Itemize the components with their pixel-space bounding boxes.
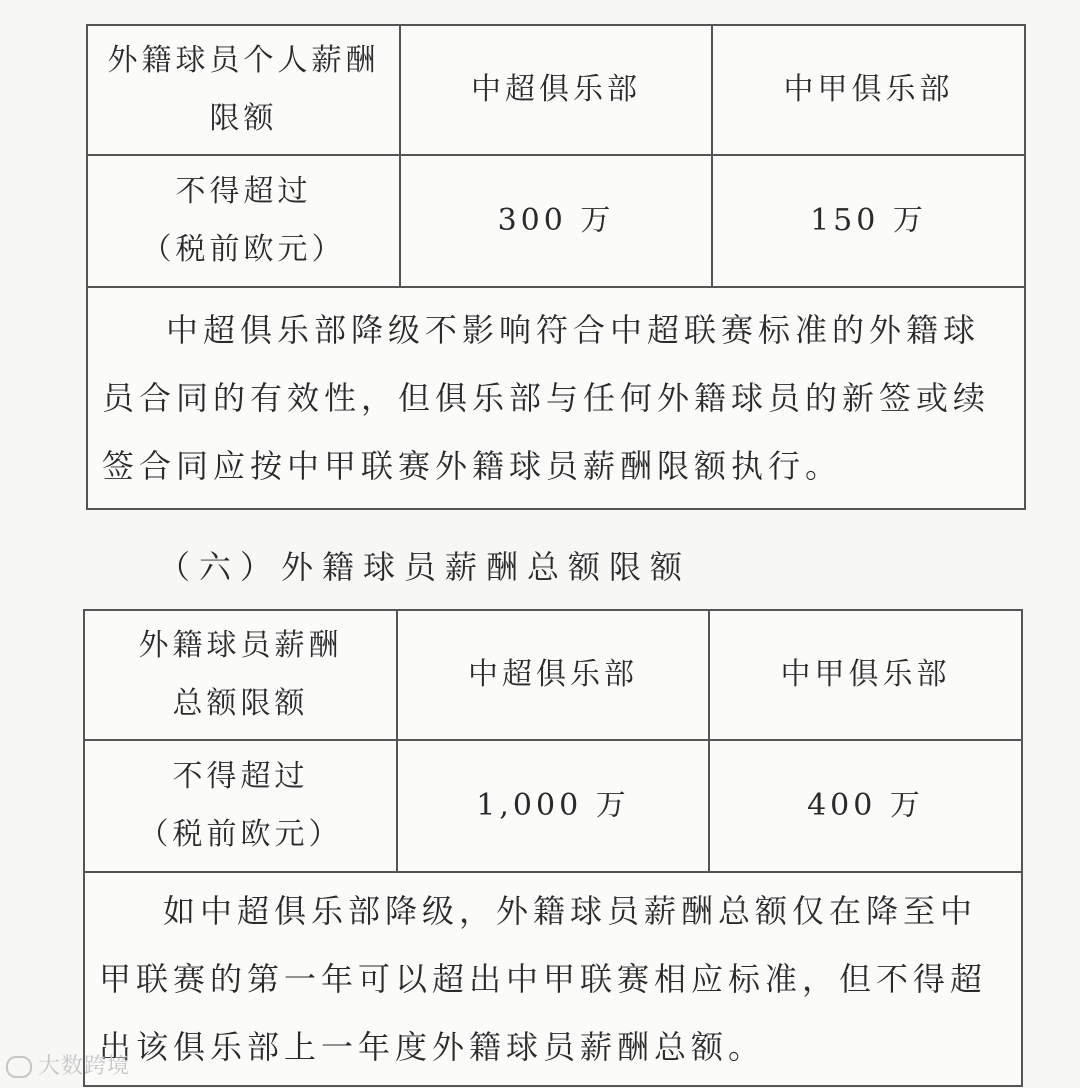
salary-limit-table-individual <box>86 24 1026 510</box>
table-header-row <box>87 25 1025 155</box>
header-label-cell <box>84 610 397 740</box>
watermark-logo-icon <box>6 1056 32 1078</box>
row-label-cell <box>87 155 400 287</box>
note-row <box>87 287 1025 509</box>
header-csl-cell: 中超俱乐部 <box>397 610 709 740</box>
note-cell: 中超俱乐部降级不影响符合中超联赛标准的外籍球员合同的有效性，但俱乐部与任何外籍球员的新签或续签合同应按中甲联赛外籍球员薪酬限额执行。 <box>87 287 1025 509</box>
row-label-line: 不得超过 <box>172 759 309 794</box>
watermark-text: 大数跨境 <box>38 1054 131 1079</box>
note-cell: 如中超俱乐部降级，外籍球员薪酬总额仅在降至中甲联赛的第一年可以超出中甲联赛相应标准，但不得超出该俱乐部上一年度外籍球员薪酬总额。 <box>84 872 1022 1086</box>
row-label-cell <box>84 740 397 872</box>
header-label-line: 限额 <box>209 101 278 136</box>
row-label-line: （税前欧元） <box>141 232 346 267</box>
cl1-value-cell: 150 万 <box>712 155 1025 287</box>
row-label-line: （税前欧元） <box>138 817 343 852</box>
table-row <box>87 155 1025 287</box>
header-label-line: 总额限额 <box>172 686 309 721</box>
header-label-cell <box>87 25 400 155</box>
watermark <box>6 1049 130 1080</box>
cl1-value-cell: 400 万 <box>709 740 1022 872</box>
header-cl1-cell: 中甲俱乐部 <box>712 25 1025 155</box>
table-header-row <box>84 610 1022 740</box>
section-heading: （六）外籍球员薪酬总额限额 <box>158 548 692 586</box>
salary-limit-table-total <box>83 609 1023 1087</box>
row-label-line: 不得超过 <box>175 174 312 209</box>
csl-value-cell: 1,000 万 <box>397 740 709 872</box>
header-label-line: 外籍球员薪酬 <box>138 628 343 663</box>
csl-value-cell: 300 万 <box>400 155 712 287</box>
header-cl1-cell: 中甲俱乐部 <box>709 610 1022 740</box>
note-row <box>84 872 1022 1086</box>
header-label-line: 外籍球员个人薪酬 <box>107 43 380 78</box>
header-csl-cell: 中超俱乐部 <box>400 25 712 155</box>
table-row <box>84 740 1022 872</box>
